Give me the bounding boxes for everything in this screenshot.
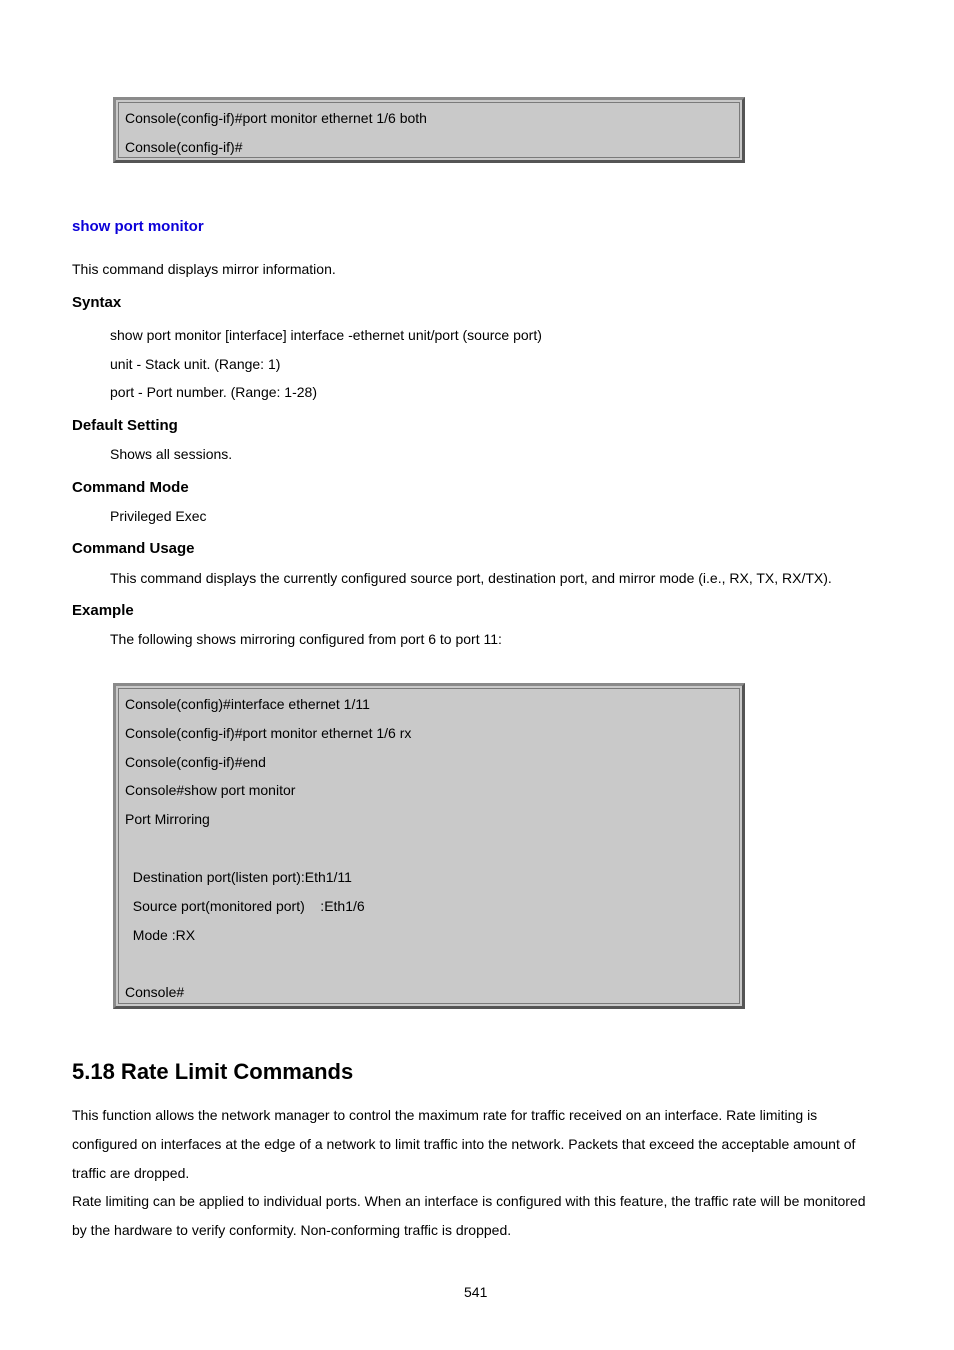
section-paragraph-line: configured on interfaces at the edge of a network to limit traffic into the network. Packets that exceed the acceptable amount of [72,1136,856,1152]
command-title: show port monitor [72,218,204,235]
command-mode-heading: Command Mode [72,479,189,496]
section-paragraph-line: by the hardware to verify conformity. Non-conforming traffic is dropped. [72,1222,512,1238]
syntax-line: show port monitor [interface] interface -ethernet unit/port (source port) [110,327,542,343]
code-line: Console(config-if)#end [125,754,266,770]
code-block-port-monitor-both [113,97,745,163]
code-line: Console#show port monitor [125,782,296,798]
syntax-line: unit - Stack unit. (Range: 1) [110,356,281,372]
code-line: Destination port(listen port):Eth1/11 [125,869,352,885]
command-description: This command displays mirror information. [72,261,336,277]
syntax-heading: Syntax [72,294,122,311]
page-number: 541 [464,1284,488,1300]
section-paragraph-line: Rate limiting can be applied to individual ports. When an interface is configured with this feature, the traffic rate will be monitored [72,1193,866,1209]
section-paragraph-line: This function allows the network manager to control the maximum rate for traffic received on an interface. Rate limiting is [72,1107,818,1123]
default-setting-text: Shows all sessions. [110,446,233,462]
section-title: 5.18 Rate Limit Commands [72,1059,354,1084]
command-usage-heading: Command Usage [72,540,195,557]
code-line: Console(config-if)# [125,139,243,155]
syntax-line: port - Port number. (Range: 1-28) [110,384,317,400]
code-line: Port Mirroring [125,811,210,827]
example-heading: Example [72,602,134,619]
code-line: Console(config)#interface ethernet 1/11 [125,696,370,712]
default-setting-heading: Default Setting [72,417,178,434]
code-block-example [113,683,745,1009]
example-text: The following shows mirroring configured from port 6 to port 11: [110,631,502,647]
code-line: Console# [125,984,185,1000]
code-line: Console(config-if)#port monitor ethernet 1/6 both [125,110,427,126]
command-mode-text: Privileged Exec [110,508,207,524]
code-line: Source port(monitored port) :Eth1/6 [125,898,365,914]
command-usage-text: This command displays the currently configured source port, destination port, and mirror mode (i.e., RX, TX, RX/TX). [110,570,832,586]
code-line: Console(config-if)#port monitor ethernet 1/6 rx [125,725,412,741]
section-paragraph-line: traffic are dropped. [72,1165,190,1181]
code-line: Mode :RX [125,927,196,943]
